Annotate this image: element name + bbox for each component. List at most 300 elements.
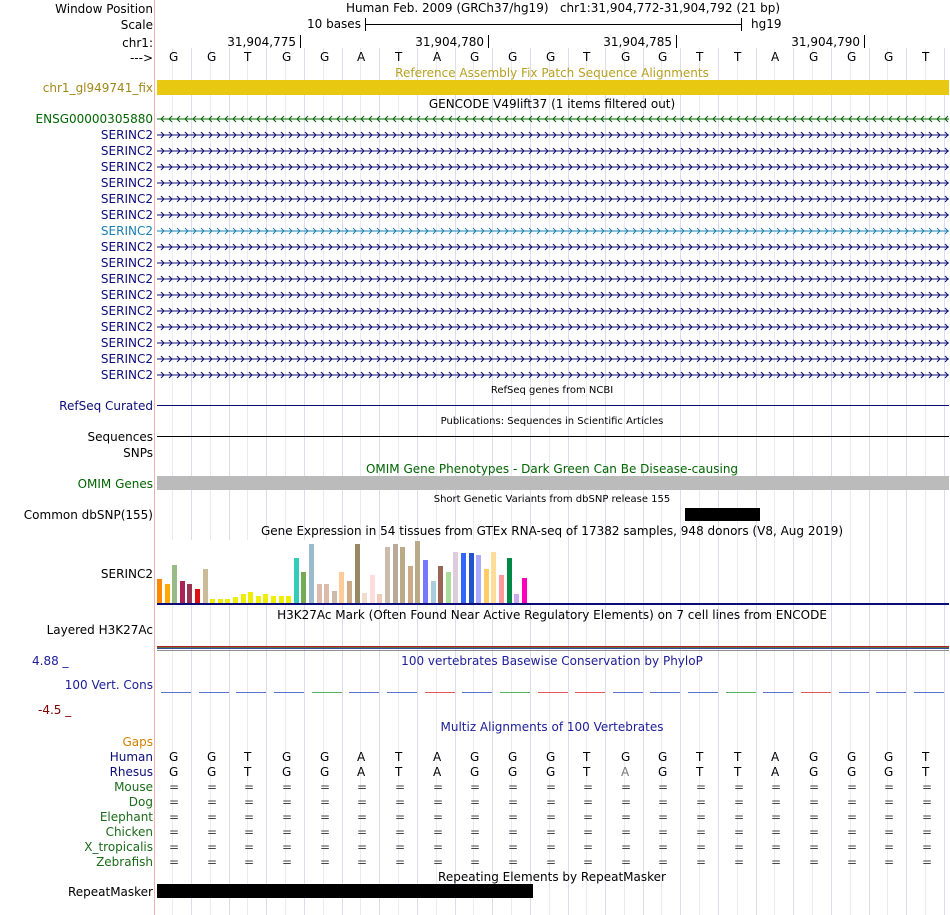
- multiz-base: T: [244, 750, 252, 764]
- base-letter: G: [508, 50, 518, 64]
- multiz-base: G: [470, 765, 480, 779]
- multiz-base: G: [282, 765, 292, 779]
- gencode-transcript-label[interactable]: SERINC2: [100, 144, 153, 158]
- phylop-track-label[interactable]: 100 Vert. Cons: [64, 678, 153, 692]
- gencode-transcript-label[interactable]: SERINC2: [100, 288, 153, 302]
- multiz-base: =: [357, 810, 368, 824]
- gtex-tissue-bar[interactable]: [256, 596, 261, 603]
- gencode-transcript-line[interactable]: [157, 193, 949, 205]
- gencode-transcript-label[interactable]: SERINC2: [100, 160, 153, 174]
- multiz-base: G: [546, 750, 556, 764]
- gtex-tissue-bar[interactable]: [499, 575, 504, 603]
- multiz-base: =: [395, 780, 406, 794]
- scale-label: Scale: [120, 18, 153, 32]
- multiz-base: G: [546, 765, 556, 779]
- multiz-base: =: [169, 855, 180, 869]
- multiz-base: =: [583, 855, 594, 869]
- multiz-base: =: [508, 795, 519, 809]
- multiz-base: =: [809, 780, 820, 794]
- multiz-base: =: [658, 780, 669, 794]
- multiz-base: =: [470, 840, 481, 854]
- multiz-species-label[interactable]: Elephant: [99, 810, 153, 824]
- multiz-base: =: [282, 855, 293, 869]
- gtex-gene-label[interactable]: SERINC2: [100, 567, 153, 581]
- multiz-base: =: [470, 855, 481, 869]
- multiz-base: G: [320, 765, 330, 779]
- multiz-base: =: [508, 780, 519, 794]
- multiz-base: =: [809, 840, 820, 854]
- gtex-tissue-bar[interactable]: [324, 584, 329, 603]
- gtex-tissue-bar[interactable]: [461, 553, 466, 603]
- gtex-tissue-bar[interactable]: [377, 594, 382, 603]
- multiz-base: =: [922, 825, 933, 839]
- gencode-transcript-line[interactable]: [157, 273, 949, 285]
- phylop-score-dash: [199, 692, 229, 693]
- gtex-tissue-bar[interactable]: [279, 596, 284, 603]
- multiz-base: =: [433, 825, 444, 839]
- multiz-base: G: [809, 765, 819, 779]
- gtex-tissue-bar[interactable]: [317, 584, 322, 603]
- multiz-base: =: [696, 840, 707, 854]
- multiz-base: =: [546, 795, 557, 809]
- multiz-base: =: [244, 810, 255, 824]
- phylop-score-dash: [538, 692, 568, 693]
- gencode-transcript-line[interactable]: [157, 113, 949, 125]
- gtex-tissue-bar[interactable]: [309, 544, 314, 603]
- chrom-label: chr1:: [122, 36, 153, 50]
- multiz-base: G: [658, 750, 668, 764]
- multiz-base: =: [884, 795, 895, 809]
- multiz-base: =: [583, 810, 594, 824]
- phylop-score-dash: [914, 692, 944, 693]
- gtex-tissue-bar[interactable]: [408, 566, 413, 603]
- gencode-transcript-label[interactable]: SERINC2: [100, 208, 153, 222]
- gtex-tissue-bar[interactable]: [446, 572, 451, 603]
- publications-track-title: Publications: Sequences in Scientific Articles: [440, 416, 664, 427]
- multiz-base: A: [357, 765, 366, 779]
- gencode-transcript-label[interactable]: SERINC2: [100, 304, 153, 318]
- gtex-tissue-bar[interactable]: [400, 547, 405, 603]
- label-separator: [154, 0, 155, 915]
- multiz-base: G: [508, 765, 518, 779]
- multiz-base: =: [433, 780, 444, 794]
- gtex-tissue-bar[interactable]: [415, 541, 420, 603]
- gencode-transcript-line[interactable]: [157, 225, 949, 237]
- multiz-base: G: [884, 765, 894, 779]
- multiz-base: =: [207, 855, 218, 869]
- multiz-gaps-label: Gaps: [122, 735, 153, 749]
- gencode-transcript-line[interactable]: [157, 321, 949, 333]
- assembly-name: hg19: [751, 17, 782, 31]
- h3k27ac-track-label[interactable]: Layered H3K27Ac: [46, 623, 153, 637]
- multiz-base: =: [207, 780, 218, 794]
- multiz-base: T: [922, 765, 930, 779]
- multiz-base: =: [734, 810, 745, 824]
- phylop-min-value: -4.5 _: [38, 703, 72, 717]
- phylop-max-value: 4.88 _: [32, 654, 69, 668]
- base-letter: G: [658, 50, 668, 64]
- multiz-species-label[interactable]: Human: [109, 750, 153, 764]
- phylop-score-dash: [726, 692, 756, 693]
- snps-label: SNPs: [123, 446, 153, 460]
- gtex-tissue-bar[interactable]: [393, 544, 398, 603]
- multiz-base: =: [771, 840, 782, 854]
- gtex-gene-baseline: [157, 603, 949, 605]
- multiz-base: =: [658, 795, 669, 809]
- multiz-base: G: [809, 750, 819, 764]
- multiz-base: =: [169, 810, 180, 824]
- multiz-base: =: [922, 840, 933, 854]
- gencode-transcript-line[interactable]: [157, 353, 949, 365]
- multiz-base: =: [546, 840, 557, 854]
- phylop-score-dash: [274, 692, 304, 693]
- gtex-tissue-bar[interactable]: [157, 579, 162, 603]
- ruler-coordinate: 31,904,775: [227, 35, 296, 49]
- multiz-base: =: [470, 810, 481, 824]
- multiz-base: =: [734, 840, 745, 854]
- phylop-score-dash: [575, 692, 605, 693]
- gtex-tissue-bar[interactable]: [438, 566, 443, 603]
- phylop-score-dash: [839, 692, 869, 693]
- publications-track-label[interactable]: Sequences: [87, 430, 153, 444]
- multiz-base: =: [847, 840, 858, 854]
- multiz-base: =: [583, 840, 594, 854]
- phylop-score-dash: [763, 692, 793, 693]
- gtex-tissue-bar[interactable]: [522, 578, 527, 603]
- multiz-base: =: [847, 810, 858, 824]
- multiz-base: =: [696, 825, 707, 839]
- gtex-tissue-bar[interactable]: [339, 572, 344, 603]
- phylop-score-dash: [876, 692, 906, 693]
- multiz-base: =: [696, 855, 707, 869]
- gencode-transcript-label[interactable]: SERINC2: [100, 352, 153, 366]
- repeatmasker-track-title: Repeating Elements by RepeatMasker: [438, 870, 666, 884]
- multiz-base: =: [395, 855, 406, 869]
- gtex-tissue-bar[interactable]: [271, 596, 276, 603]
- multiz-base: G: [169, 765, 179, 779]
- gtex-tissue-bar[interactable]: [248, 592, 253, 603]
- multiz-base: =: [395, 840, 406, 854]
- gtex-tissue-bar[interactable]: [203, 569, 208, 603]
- multiz-base: =: [282, 825, 293, 839]
- base-letter: G: [884, 50, 894, 64]
- gtex-tissue-bar[interactable]: [187, 584, 192, 603]
- phylop-score-dash: [613, 692, 643, 693]
- gtex-tissue-bar[interactable]: [507, 558, 512, 603]
- multiz-base: =: [696, 780, 707, 794]
- gencode-transcript-label[interactable]: SERINC2: [100, 368, 153, 382]
- gencode-transcript-label[interactable]: SERINC2: [100, 240, 153, 254]
- multiz-base: =: [282, 840, 293, 854]
- multiz-base: G: [282, 750, 292, 764]
- publications-line[interactable]: [157, 436, 949, 437]
- base-letter: G: [169, 50, 179, 64]
- omim-track-title: OMIM Gene Phenotypes - Dark Green Can Be Disease-causing: [365, 462, 739, 476]
- gtex-tissue-bar[interactable]: [294, 558, 299, 603]
- gencode-transcript-line[interactable]: [157, 161, 949, 173]
- phylop-score-dash: [801, 692, 831, 693]
- gencode-transcript-line[interactable]: [157, 289, 949, 301]
- multiz-base: =: [244, 780, 255, 794]
- ruler-tick: [488, 35, 489, 48]
- multiz-base: =: [207, 840, 218, 854]
- multiz-base: =: [658, 825, 669, 839]
- multiz-base: =: [621, 855, 632, 869]
- gtex-tissue-bar[interactable]: [165, 584, 170, 603]
- phylop-score-dash: [425, 692, 455, 693]
- base-letter: T: [583, 50, 591, 64]
- base-letter: G: [847, 50, 857, 64]
- phylop-score-dash: [312, 692, 342, 693]
- multiz-base: =: [395, 810, 406, 824]
- gencode-transcript-label[interactable]: SERINC2: [100, 272, 153, 286]
- gencode-transcript-label[interactable]: ENSG00000305880: [35, 112, 153, 126]
- multiz-base: =: [809, 855, 820, 869]
- multiz-base: =: [583, 825, 594, 839]
- gencode-transcript-label[interactable]: SERINC2: [100, 320, 153, 334]
- window-position-label: Window Position: [55, 2, 153, 16]
- multiz-base: =: [244, 855, 255, 869]
- base-letter: T: [922, 50, 930, 64]
- multiz-base: =: [207, 810, 218, 824]
- multiz-base: A: [771, 765, 780, 779]
- multiz-base: A: [771, 750, 780, 764]
- multiz-base: =: [847, 855, 858, 869]
- gtex-tissue-bar[interactable]: [301, 572, 306, 603]
- base-letter: A: [433, 50, 442, 64]
- base-letter: G: [546, 50, 556, 64]
- multiz-base: =: [922, 780, 933, 794]
- multiz-base: =: [357, 855, 368, 869]
- multiz-base: =: [696, 810, 707, 824]
- multiz-base: =: [546, 825, 557, 839]
- multiz-base: =: [395, 825, 406, 839]
- gtex-tissue-bar[interactable]: [476, 555, 481, 603]
- multiz-base: G: [470, 750, 480, 764]
- phylop-score-dash: [236, 692, 266, 693]
- multiz-base: G: [320, 750, 330, 764]
- gtex-tissue-bar[interactable]: [263, 594, 268, 603]
- ruler-coordinate: 31,904,780: [415, 35, 484, 49]
- multiz-base: =: [433, 810, 444, 824]
- multiz-base: =: [621, 840, 632, 854]
- multiz-base: =: [658, 840, 669, 854]
- base-letter: T: [244, 50, 252, 64]
- multiz-base: =: [320, 780, 331, 794]
- refseq-gene-line[interactable]: [157, 405, 949, 406]
- gtex-tissue-bar[interactable]: [241, 594, 246, 603]
- multiz-species-label[interactable]: Chicken: [105, 825, 153, 839]
- gtex-tissue-bar[interactable]: [332, 591, 337, 603]
- gtex-tissue-bar[interactable]: [453, 552, 458, 603]
- multiz-base: =: [546, 810, 557, 824]
- gtex-tissue-bar[interactable]: [195, 589, 200, 603]
- multiz-species-label[interactable]: Rhesus: [109, 765, 153, 779]
- base-letter: A: [357, 50, 366, 64]
- gencode-transcript-label[interactable]: SERINC2: [100, 192, 153, 206]
- multiz-species-label[interactable]: Zebrafish: [96, 855, 153, 869]
- multiz-base: =: [696, 795, 707, 809]
- gtex-tissue-bar[interactable]: [362, 593, 367, 603]
- multiz-base: =: [320, 795, 331, 809]
- multiz-base: =: [508, 825, 519, 839]
- gtex-tissue-bar[interactable]: [370, 575, 375, 603]
- gtex-tissue-bar[interactable]: [385, 547, 390, 603]
- multiz-base: =: [734, 825, 745, 839]
- multiz-species-label[interactable]: Mouse: [114, 780, 153, 794]
- multiz-base: =: [658, 855, 669, 869]
- multiz-base: =: [282, 795, 293, 809]
- multiz-base: =: [922, 810, 933, 824]
- gencode-transcript-line[interactable]: [157, 305, 949, 317]
- gtex-tissue-bar[interactable]: [355, 544, 360, 603]
- multiz-base: =: [771, 780, 782, 794]
- gencode-transcript-line[interactable]: [157, 145, 949, 157]
- base-letter: T: [696, 50, 704, 64]
- multiz-base: =: [884, 825, 895, 839]
- multiz-base: =: [357, 840, 368, 854]
- multiz-base: =: [207, 795, 218, 809]
- gencode-transcript-line[interactable]: [157, 369, 949, 381]
- multiz-base: =: [884, 780, 895, 794]
- multiz-base: =: [658, 810, 669, 824]
- multiz-base: =: [282, 810, 293, 824]
- gtex-tissue-bar[interactable]: [180, 581, 185, 603]
- dbsnp-track-title: Short Genetic Variants from dbSNP release 155: [433, 494, 671, 505]
- multiz-base: =: [244, 825, 255, 839]
- multiz-base: A: [433, 765, 442, 779]
- gtex-tissue-bar[interactable]: [347, 581, 352, 603]
- gtex-tissue-bar[interactable]: [431, 581, 436, 603]
- multiz-base: G: [621, 750, 631, 764]
- multiz-base: T: [696, 765, 704, 779]
- multiz-base: =: [508, 855, 519, 869]
- multiz-base: T: [395, 765, 403, 779]
- ruler-tick: [864, 35, 865, 48]
- gtex-tissue-bar[interactable]: [514, 594, 519, 603]
- multiz-base: =: [771, 810, 782, 824]
- multiz-base: =: [470, 795, 481, 809]
- multiz-base: T: [583, 765, 591, 779]
- multiz-base: =: [508, 810, 519, 824]
- multiz-base: =: [357, 825, 368, 839]
- multiz-base: =: [809, 825, 820, 839]
- multiz-base: =: [357, 795, 368, 809]
- dbsnp-variant-block[interactable]: [685, 508, 760, 521]
- gtex-tissue-bar[interactable]: [423, 560, 428, 603]
- multiz-base: G: [207, 765, 217, 779]
- multiz-base: G: [658, 765, 668, 779]
- base-letter: A: [771, 50, 780, 64]
- multiz-base: =: [433, 855, 444, 869]
- ruler-coordinate: 31,904,790: [791, 35, 860, 49]
- gencode-transcript-line[interactable]: [157, 337, 949, 349]
- gtex-tissue-bar[interactable]: [172, 565, 177, 603]
- multiz-base: =: [320, 825, 331, 839]
- multiz-base: =: [884, 855, 895, 869]
- multiz-base: =: [734, 855, 745, 869]
- multiz-base: =: [546, 855, 557, 869]
- multiz-species-label[interactable]: X_tropicalis: [84, 840, 153, 854]
- phylop-score-dash: [650, 692, 680, 693]
- multiz-base: =: [809, 795, 820, 809]
- window-position-value: Human Feb. 2009 (GRCh37/hg19) chr1:31,904,772-31,904,792 (21 bp): [346, 1, 781, 15]
- multiz-base: =: [847, 795, 858, 809]
- multiz-base: T: [696, 750, 704, 764]
- phylop-track-title: 100 vertebrates Basewise Conservation by PhyloP: [401, 654, 703, 668]
- gencode-transcript-line[interactable]: [157, 177, 949, 189]
- base-letter: T: [734, 50, 742, 64]
- ruler-tick: [676, 35, 677, 48]
- multiz-base: =: [583, 780, 594, 794]
- gtex-tissue-bar[interactable]: [469, 553, 474, 603]
- phylop-score-dash: [161, 692, 191, 693]
- multiz-base: =: [621, 780, 632, 794]
- multiz-base: =: [771, 855, 782, 869]
- multiz-base: =: [320, 840, 331, 854]
- base-letter: G: [621, 50, 631, 64]
- phylop-score-dash: [500, 692, 530, 693]
- gencode-track-title: GENCODE V49lift37 (1 items filtered out): [428, 97, 676, 111]
- repeatmasker-element-block[interactable]: [157, 884, 533, 898]
- scale-text: 10 bases: [307, 17, 361, 31]
- gencode-transcript-label[interactable]: SERINC2: [100, 224, 153, 238]
- multiz-base: T: [734, 765, 742, 779]
- multiz-base: =: [884, 840, 895, 854]
- base-letter: G: [207, 50, 217, 64]
- multiz-base: T: [395, 750, 403, 764]
- repeatmasker-track-label[interactable]: RepeatMasker: [67, 885, 153, 899]
- phylop-score-dash: [462, 692, 492, 693]
- gencode-transcript-line[interactable]: [157, 129, 949, 141]
- fix-patch-alignment-bar[interactable]: [157, 80, 949, 95]
- multiz-base: A: [357, 750, 366, 764]
- multiz-species-label[interactable]: Dog: [128, 795, 153, 809]
- multiz-base: =: [433, 840, 444, 854]
- multiz-base: =: [771, 825, 782, 839]
- multiz-base: =: [734, 795, 745, 809]
- multiz-base: =: [884, 810, 895, 824]
- omim-phenotype-bar[interactable]: [157, 476, 949, 490]
- gtex-tissue-bar[interactable]: [286, 596, 291, 603]
- refseq-track-label[interactable]: RefSeq Curated: [59, 399, 153, 413]
- multiz-base: =: [244, 795, 255, 809]
- omim-track-label[interactable]: OMIM Genes: [77, 477, 153, 491]
- gencode-transcript-line[interactable]: [157, 241, 949, 253]
- gencode-transcript-line[interactable]: [157, 209, 949, 221]
- fix-patch-track-label[interactable]: chr1_gl949741_fix: [42, 81, 153, 95]
- gencode-transcript-label[interactable]: SERINC2: [100, 256, 153, 270]
- h3k27ac-signal-line-3: [157, 648, 949, 649]
- gencode-transcript-line[interactable]: [157, 257, 949, 269]
- gencode-transcript-label[interactable]: SERINC2: [100, 128, 153, 142]
- multiz-track-title: Multiz Alignments of 100 Vertebrates: [440, 720, 664, 734]
- dbsnp-track-label[interactable]: Common dbSNP(155): [23, 508, 153, 522]
- multiz-base: =: [847, 780, 858, 794]
- multiz-base: =: [734, 780, 745, 794]
- phylop-score-dash: [387, 692, 417, 693]
- gencode-transcript-label[interactable]: SERINC2: [100, 336, 153, 350]
- multiz-base: G: [508, 750, 518, 764]
- gtex-tissue-bar[interactable]: [484, 569, 489, 603]
- multiz-base: =: [282, 780, 293, 794]
- gencode-transcript-label[interactable]: SERINC2: [100, 176, 153, 190]
- multiz-base: =: [395, 795, 406, 809]
- multiz-base: =: [546, 780, 557, 794]
- gtex-tissue-bar[interactable]: [491, 552, 496, 603]
- multiz-base: =: [847, 825, 858, 839]
- base-letter: G: [320, 50, 330, 64]
